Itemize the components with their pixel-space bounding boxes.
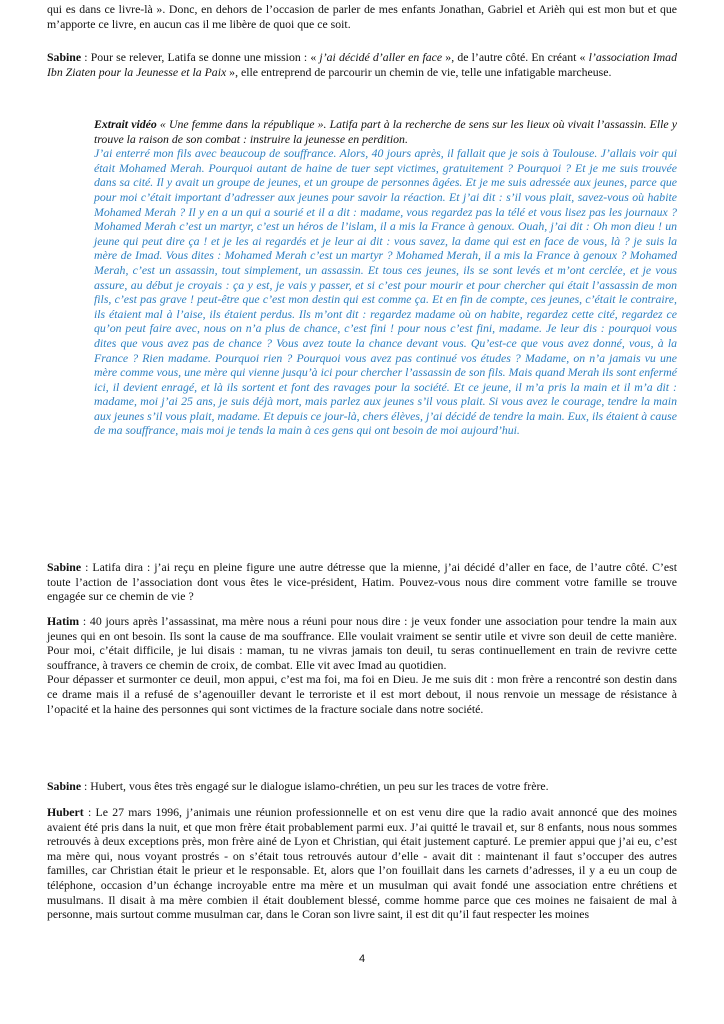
speaker-name: Hubert [47,805,84,819]
speaker-name: Sabine [47,779,82,793]
paragraph-text: : Pour se relever, Latifa se donne une mission : « [81,50,320,64]
speaker-name: Hatim [47,614,80,628]
paragraph-hubert [47,805,677,922]
speaker-name: Sabine [47,50,82,64]
paragraph-text: qui es dans ce livre-là ». Donc, en dehors de l’occasion de parler de mes enfants Jonathan, Gabriel et Arièh qui est mon but et que m’apporte ce livre, en aucun cas il me libère de quoi que ce soit. [47,2,677,31]
paragraph-hatim [47,614,677,716]
video-extract-quote [94,117,677,438]
paragraph-sabine-3 [47,779,677,794]
extract-transcript: J’ai enterré mon fils avec beaucoup de souffrance. Alors, 40 jours après, il fallait que je sois à Toulouse. J’allais voir qui était Mohamed Merah. Pourquoi autant de haine de tuer sept victimes, gratuitement ? Pourquoi ? Et je me suis trouvée dans sa cité. Il y avait un groupe de jeunes, et un groupe de personnes âgées. Et je me suis adressée aux jeunes, parce que pour moi c’était important d’adresser aux jeunes pour savoir la réaction. Et j’ai dit : s’il vous plait, savez-vous où habite Mohamed Merah ? Il y en a un qui a sourié et il a dit : madame, vous regardez pas la télé et vous lisez pas les journaux ? Mohamed Merah c’est un martyr, c’est un héros de l’islam, il a mis la France à genoux. Ouah, j’ai dit : Oh mon dieu ! un jeune qui peut dire ça ! et je les ai regardés et je leur ai dit : vous savez, la dame qui est en face de vous, là ? je suis la mère de Imad. Vous dites : Mohamed Merah c’est un martyr ? Mohamed Merah, il a mis la France à genoux ? Mohamed Merah, c’est un assassin, tout simplement, un assassin. Et tous ces jeunes, ils se sont levés et m’ont cerclée, et je vous assure, au début je croyais : ça y est, je vais y passer, et si c’est pour mourir et pour chercher qui était l’assassin de mon fils, c’est pas grave ! peut-être que c’est mon destin qui est comme ça. Et en fin de compte, ces jeunes, c’était le contraire, ils étaient mal à l’aise, ils étaient perdus. Ils m’ont dit : regardez madame où on habite, regardez cette cité, regardez ce qu’on peut faire avec, nous on n’a plus de chance, c’est fini ! pour nous c’est fini, madame. Je leur dis : pourquoi vous dites que vous avez pas de chance ? Vous avez toute la chance devant vous. Qu’est-ce que vous avez donné, vous, à la France ? Rien madame. Pourquoi rien ? Pourquoi vous avez pas continué vos études ? Madame, on n’a jamais vu une mère comme vous, une mère qui vienne jusqu’à ici pour chercher l’assassin de son fils. Mais quand Merah ils sont enfermé ici, il devient enragé, et là ils sortent et font des ravages pour la société. Et ce jeune, il m’a pris la main et il m’a dit : madame, moi j’ai 25 ans, je suis déjà mort, mais parlez aux jeunes s’il vous plait. Si vous avez le courage, tendre la main aux jeunes s’il vous plait, madame. Et depuis ce jour-là, chers élèves, j’ai décidé de tendre la main. Eux, ils étaient à cause de ma souffrance, mais moi je tends la main à ces gens qui ont besoin de moi aujourd’hui. [94,146,677,438]
association-name: l’association Imad Ibn Ziaten pour la Jeunesse et la Paix [47,50,677,79]
paragraph-text: : Le 27 mars 1996, j’animais une réunion professionnelle et on est venu dire que la radio avait annoncé que des moines avaient été pris dans la nuit, et que mon frère était probablement parmi eux. J’ai quitté le travail et, sur 8 enfants, nous nous sommes retrouvés à deux exceptions près, mon frère ainé de Lyon et Christian, qui était justement capturé. Le premier appui que j’ai eu, c’est ma mère qui, nous voyant prostrés - on s’était tous retrouvés autour d’elle - avait dit : maintenant il faut s’occuper des autres familles, car Christian était le prieur et le responsable. Et, alors que l’on fouillait dans les carnets d’adresses, il y a eu un coup de téléphone, occasion d’un échange incroyable entre ma mère et un musulman qui avait fondé une association entre chrétiens et musulmans. Il disait à ma mère combien il était doublement blessé, comme homme parce que ces moines ne faisaient de mal à personne, mais surtout comme musulman car, dans le Coran son livre saint, il est dit qu’il faut respecter les moines [47,805,677,922]
paragraph-sabine-1 [47,50,677,79]
page-number: 4 [358,953,366,965]
paragraph-text: », elle entreprend de parcourir un chemin de vie, telle une infatigable marcheuse. [226,64,612,79]
extract-intro [94,117,677,146]
paragraph-text: : 40 jours après l’assassinat, ma mère nous a réuni pour nous dire : je veux fonder une association pour tendre la main aux jeunes qui en ont besoin. Ils sont la cause de ma souffrance. Elle voulait vraiment se sentir utile et vivre son deuil de cette manière. Pour moi, c’était difficile, je lui disais : maman, tu ne vivras jamais ton deuil, tu seras continuellement en train de revivre cette souffrance, à travers ce chemin de croix, de combat. Elle vit avec Imad au quotidien. [47,614,677,672]
paragraph-continuation [47,2,677,31]
quoted-phrase: j’ai décidé d’aller en face [319,50,443,64]
paragraph-text-2: Pour dépasser et surmonter ce deuil, mon appui, c’est ma foi, ma foi en Dieu. Je me suis dit : mon frère a rencontré son destin dans ce drame mais il a refusé de s’agenouiller devant le terroriste et il est mort debout, il nous renvoie un message de résistance à l’opacité et la haine des personnes qui sont victimes de la fracture sociale dans notre société. [47,672,677,716]
paragraph-text: : Latifa dira : j’ai reçu en pleine figure une autre détresse que la mienne, j’ai décidé d’aller en face, de l’autre côté. C’est toute l’action de l’association dont vous êtes le vice-président, Hatim. Pouvez-vous nous dire comment votre famille se trouve engagée sur ce chemin de vie ? [47,560,677,604]
paragraph-text: », de l’autre côté. En créant « [442,50,589,64]
speaker-name: Sabine [47,560,82,574]
paragraph-text: : Hubert, vous êtes très engagé sur le dialogue islamo-chrétien, un peu sur les traces de votre frère. [81,779,549,793]
paragraph-sabine-2 [47,560,677,604]
extract-label: Extrait vidéo [94,117,157,131]
extract-description: « Une femme dans la république ». Latifa part à la recherche de sens sur les lieux où vivait l’assassin. Elle y trouve la raison de son combat : instruire la jeunesse en perdition. [94,117,677,146]
